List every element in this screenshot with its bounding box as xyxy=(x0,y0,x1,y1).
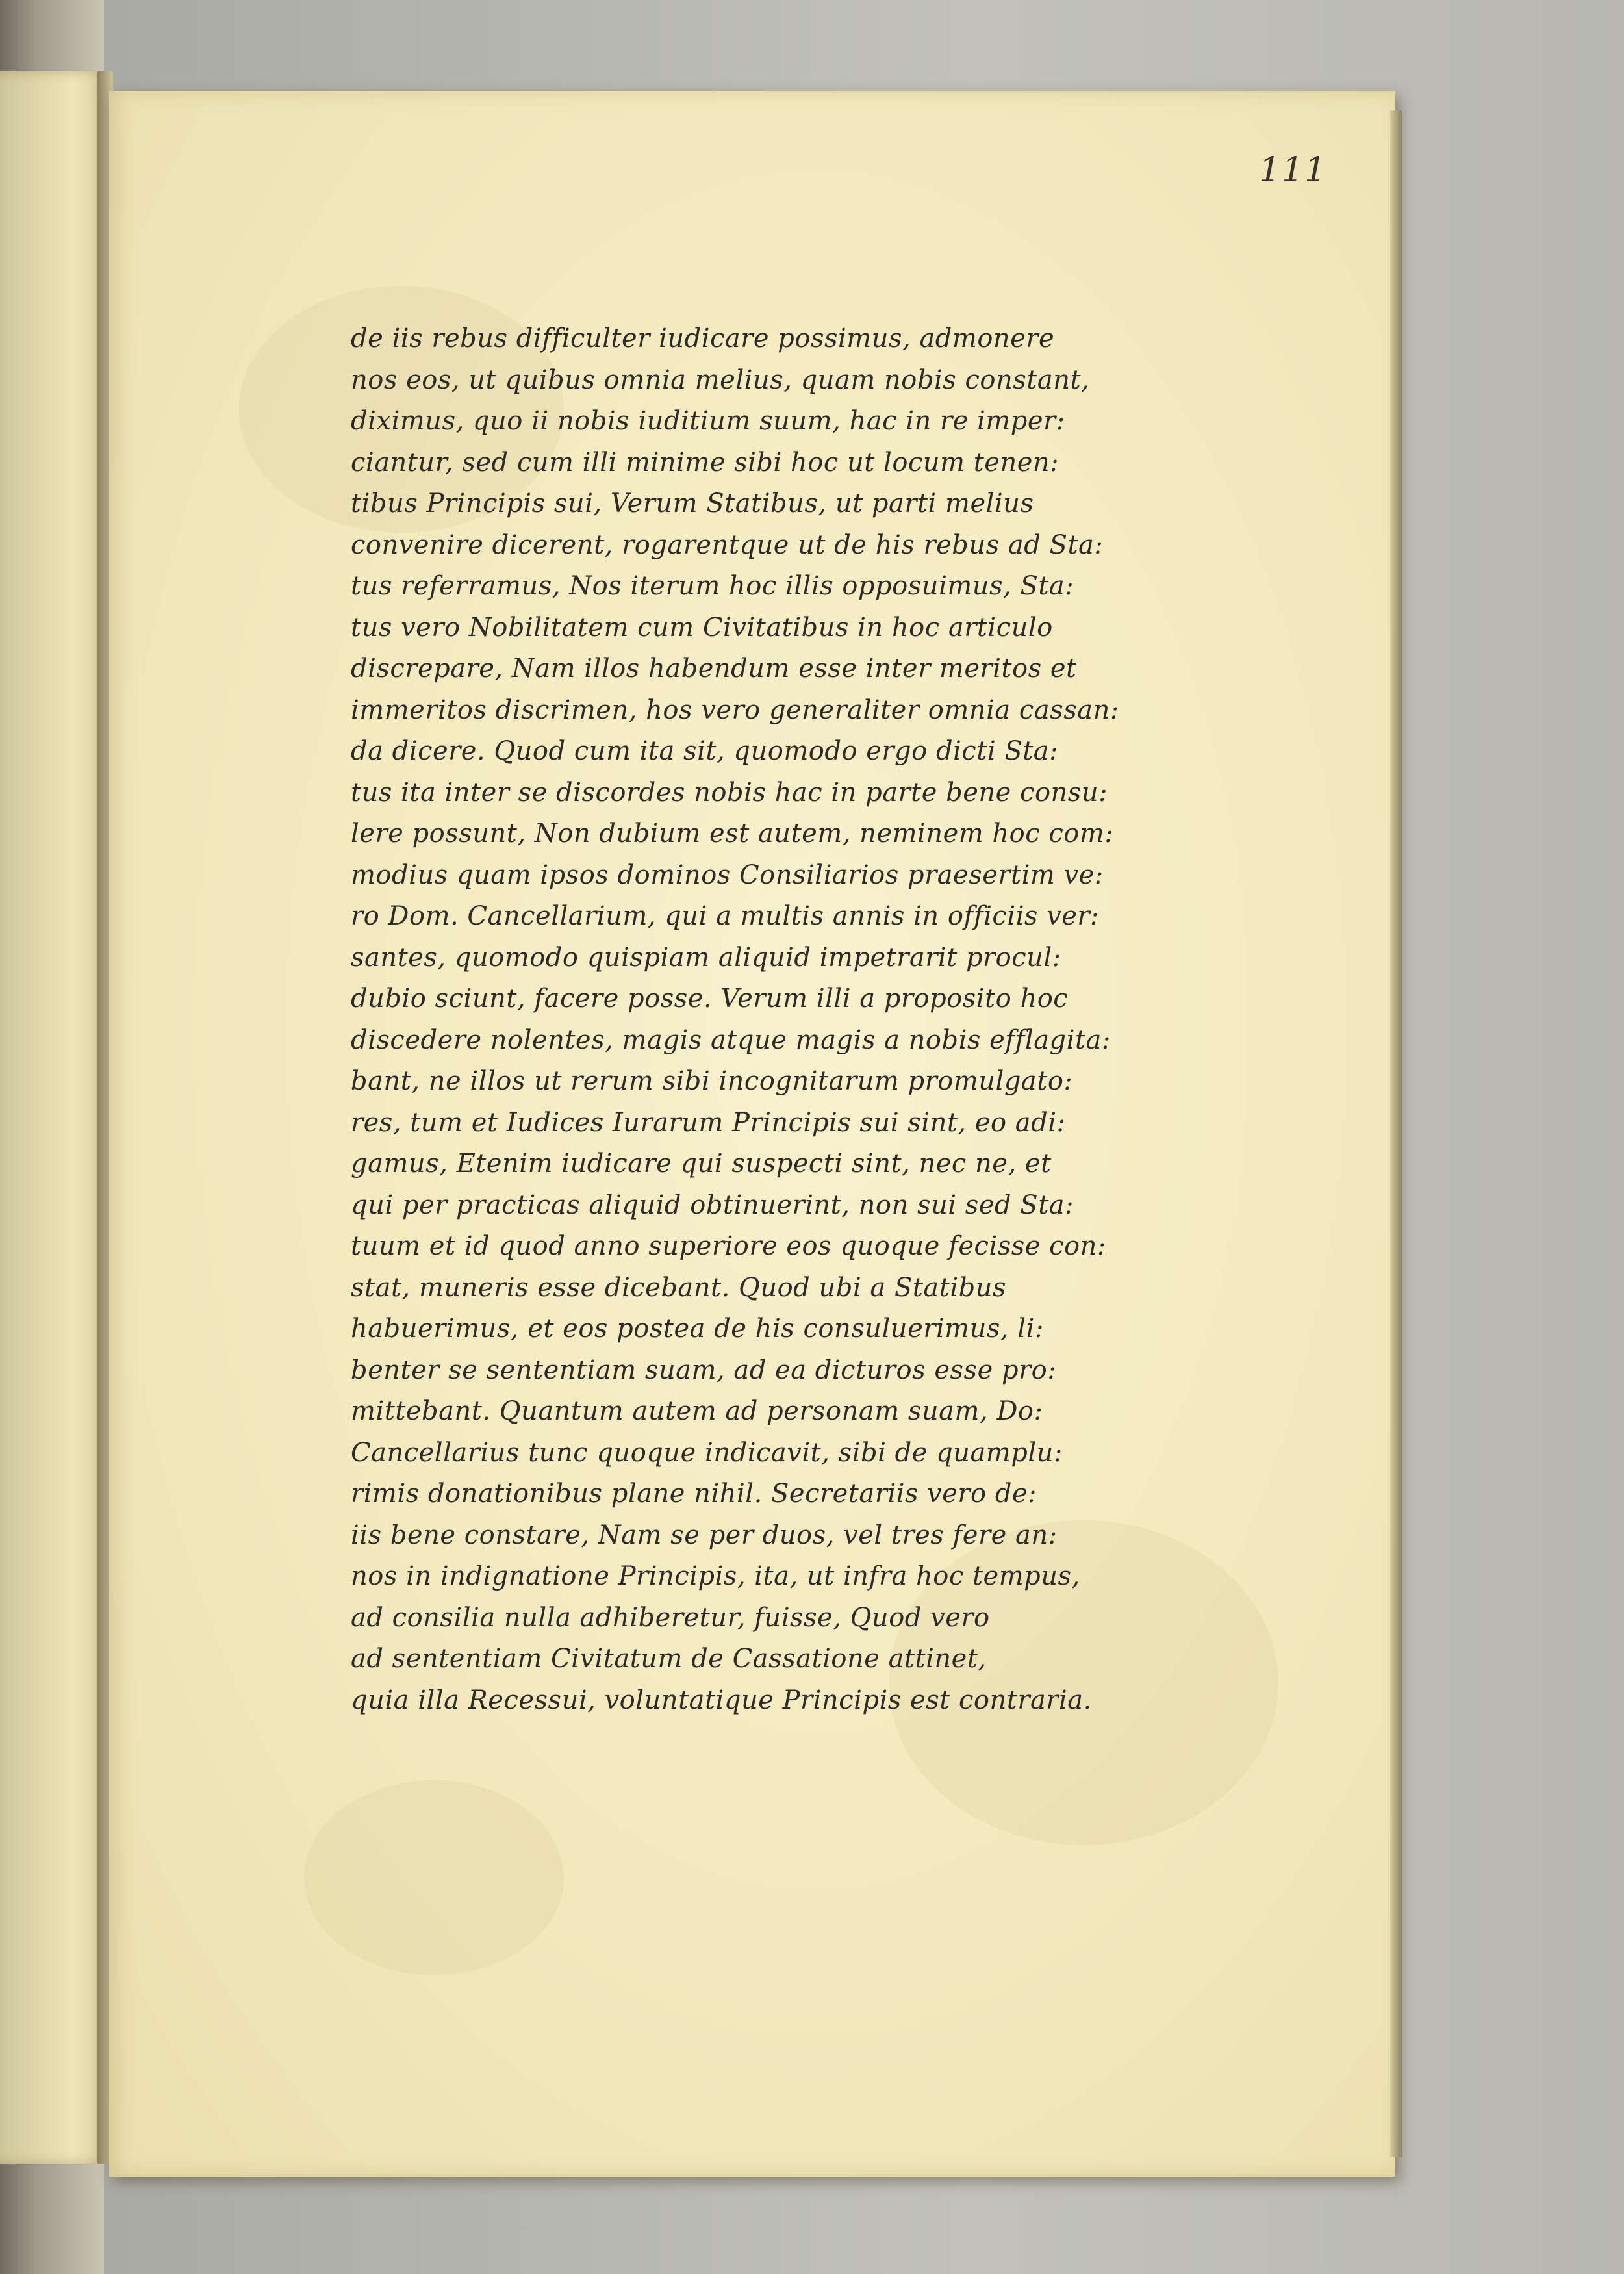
text-line: tus referramus, Nos iterum hoc illis opposuimus, Sta: xyxy=(351,571,1074,601)
text-line: qui per practicas aliquid obtinuerint, non sui sed Sta: xyxy=(351,1190,1074,1220)
text-line: tus ita inter se discordes nobis hac in parte bene consu: xyxy=(351,777,1108,808)
handwritten-text-block xyxy=(351,318,1176,1721)
folio-number: 111 xyxy=(1259,151,1328,190)
page-edge xyxy=(1390,110,1402,2157)
text-line: discedere nolentes, magis atque magis a nobis efflagita: xyxy=(351,1025,1111,1055)
text-line: ro Dom. Cancellarium, qui a multis annis in officiis ver: xyxy=(351,901,1099,931)
text-line: da dicere. Quod cum ita sit, quomodo ergo dicti Sta: xyxy=(351,736,1059,766)
text-line: nos eos, ut quibus omnia melius, quam nobis constant, xyxy=(351,364,1090,395)
text-line: habuerimus, et eos postea de his consuluerimus, li: xyxy=(351,1314,1044,1344)
text-line: tus vero Nobilitatem cum Civitatibus in hoc articulo xyxy=(351,612,1053,643)
text-line: ad sententiam Civitatum de Cassatione attinet, xyxy=(351,1644,987,1674)
text-line: dubio sciunt, facere posse. Verum illi a proposito hoc xyxy=(351,984,1069,1014)
text-line: res, tum et Iudices Iurarum Principis sui sint, eo adi: xyxy=(351,1107,1066,1138)
text-line: quia illa Recessui, voluntatique Principis est contraria. xyxy=(351,1685,1092,1715)
text-line: benter se sententiam suam, ad ea dicturos esse pro: xyxy=(351,1355,1057,1385)
text-line: tibus Principis sui, Verum Statibus, ut parti melius xyxy=(351,489,1034,518)
left-page xyxy=(0,71,104,2164)
text-line: lere possunt, Non dubium est autem, neminem hoc com: xyxy=(351,819,1114,849)
text-line: iis bene constare, Nam se per duos, vel tres fere an: xyxy=(351,1520,1058,1550)
text-line: immeritos discrimen, hos vero generaliter omnia cassan: xyxy=(351,695,1119,725)
text-line: ad consilia nulla adhiberetur, fuisse, Quod vero xyxy=(351,1602,990,1633)
text-line: tuum et id quod anno superiore eos quoque fecisse con: xyxy=(351,1231,1106,1261)
text-line: mittebant. Quantum autem ad personam suam, Do: xyxy=(351,1396,1043,1426)
text-line: modius quam ipsos dominos Consiliarios praesertim ve: xyxy=(351,860,1104,890)
text-line: ciantur, sed cum illi minime sibi hoc ut locum tenen: xyxy=(351,447,1059,478)
text-line: gamus, Etenim iudicare qui suspecti sint, nec ne, et xyxy=(351,1149,1052,1179)
text-line: discrepare, Nam illos habendum esse inter meritos et xyxy=(351,654,1077,683)
text-line: bant, ne illos ut rerum sibi incognitarum promulgato: xyxy=(351,1066,1073,1096)
text-line: rimis donationibus plane nihil. Secretariis vero de: xyxy=(351,1479,1037,1509)
text-line: convenire dicerent, rogarentque ut de his rebus ad Sta: xyxy=(351,530,1104,560)
text-line: nos in indignatione Principis, ita, ut infra hoc tempus, xyxy=(351,1561,1080,1591)
text-line: Cancellarius tunc quoque indicavit, sibi de quamplu: xyxy=(351,1437,1063,1468)
text-line: santes, quomodo quispiam aliquid impetrarit procul: xyxy=(351,942,1061,973)
text-line: stat, muneris esse dicebant. Quod ubi a Statibus xyxy=(351,1272,1007,1303)
text-line: de iis rebus difficulter iudicare possimus, admonere xyxy=(351,324,1055,353)
text-line: diximus, quo ii nobis iuditium suum, hac in re imper: xyxy=(351,406,1065,436)
